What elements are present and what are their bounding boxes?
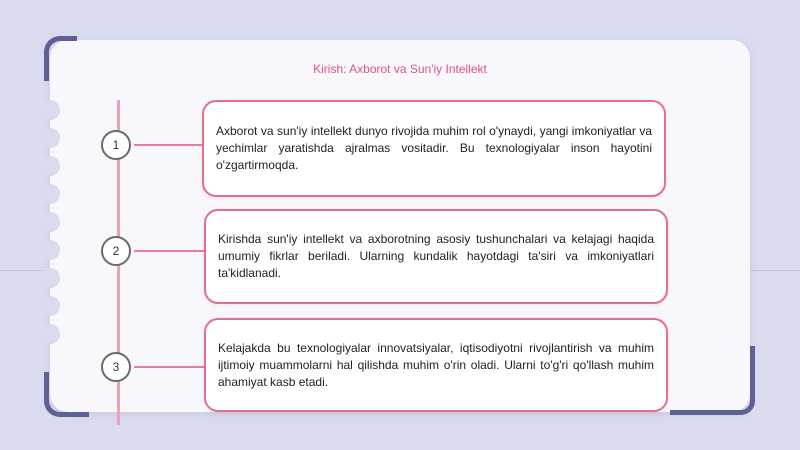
timeline-node-3 (101, 352, 131, 382)
timeline-card-text: Kirishda sun'iy intellekt va axborotning asosiy tushunchalari va kelajagi haqida umumiy fikrlar beriladi. Ularning kundalik hayotdagi ta'siri va imkoniyatlari ta'kidlanadi. (218, 232, 654, 280)
node-number: 1 (112, 138, 120, 152)
card-notch (40, 296, 60, 316)
card-notch (40, 128, 60, 148)
timeline-card-3 (204, 318, 668, 412)
slide-title: Kirish: Axborot va Sun'iy Intellekt (313, 62, 487, 76)
timeline-card-1 (202, 100, 666, 197)
card-notch (40, 184, 60, 204)
card-notch (40, 268, 60, 288)
timeline-card-2 (204, 209, 668, 304)
card-notch (40, 212, 60, 232)
timeline-card-text: Kelajakda bu texnologiyalar innovatsiyalar, iqtisodiyotni rivojlantirish va muhim ijtimoiy muammolarni hal qilishda muhim o'rin oladi. Ularni to'g'ri qo'llash muhim ahamiyat kasb etadi. (218, 340, 654, 389)
timeline-node-2 (101, 236, 131, 266)
timeline-connector (134, 366, 206, 368)
card-notch (40, 240, 60, 260)
timeline-connector (134, 144, 206, 146)
card-notch (40, 100, 60, 120)
timeline-connector (134, 250, 206, 252)
card-notch (40, 324, 60, 344)
timeline-node-1 (101, 130, 131, 160)
node-number: 3 (112, 360, 120, 374)
card-notch (40, 156, 60, 176)
frame-corner-bottom-left (44, 372, 89, 417)
timeline-card-text: Axborot va sun'iy intellekt dunyo rivojida muhim rol o'ynaydi, yangi imkoniyatlar va yechimlar yaratishda ajralmas vositadir. Bu texnologiyalar inson hayotini o'zgartirmoqda. (216, 124, 652, 172)
frame-corner-bottom-right (670, 346, 755, 415)
node-number: 2 (112, 244, 120, 258)
